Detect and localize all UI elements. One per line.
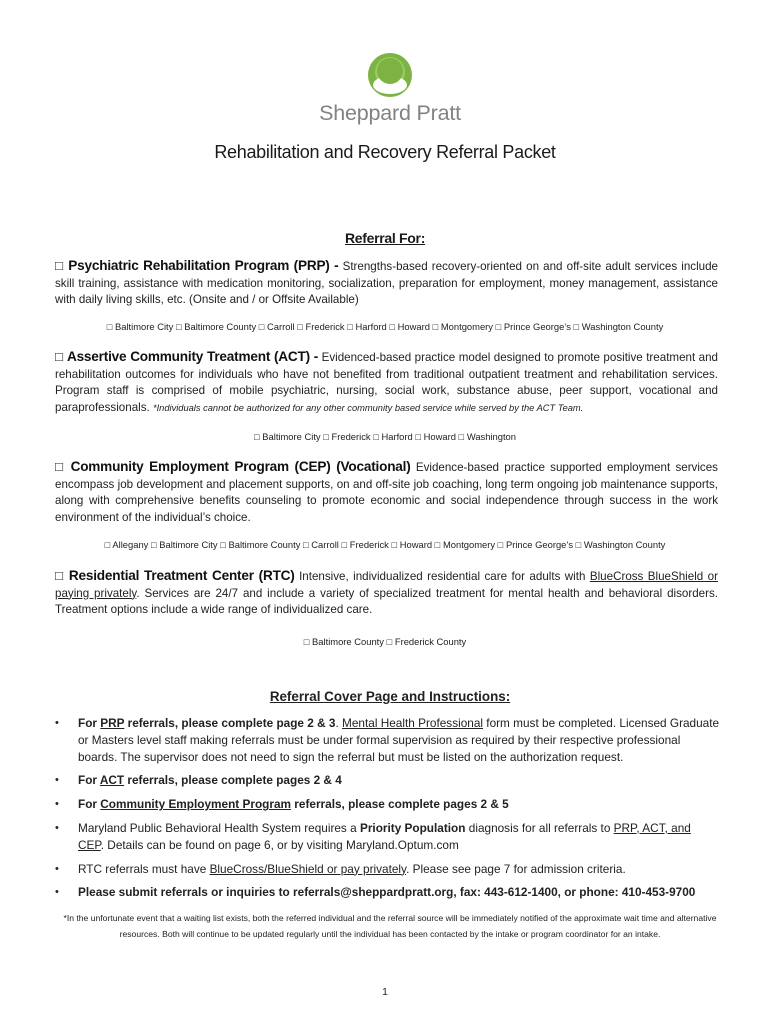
item-text: . Please see page 7 for admission criteria. — [406, 861, 626, 876]
location-list-cep — [0, 539, 770, 550]
program-act — [55, 349, 718, 416]
logo-wordmark: Sheppard Pratt — [319, 101, 461, 125]
contact-info: Please submit referrals or inquiries to referrals@sheppardpratt.org, fax: 443-612-1400, or phone: 410-453-9700 — [78, 885, 696, 900]
item-text: RTC referrals must have — [78, 861, 210, 876]
item-text: Maryland Public Behavioral Health System requires a — [78, 820, 360, 835]
program-note: *Individuals cannot be authorized for any other community based service while served by the ACT Team. — [152, 402, 584, 413]
item-text: . — [335, 716, 343, 730]
location-label: Baltimore County — [228, 539, 303, 550]
location-label: Howard — [399, 539, 435, 550]
footnote: *In the unfortunate event that a waiting list exists, both the referred individual and the referral source will be immediately notified of the approximate wait time and alternative resources. Both will continue to be updated regularly until the individual has been contacted by the intake or program coordinator for an intake. — [63, 913, 717, 939]
item-text-bold: Priority Population — [359, 820, 466, 835]
location-list-prp — [0, 321, 770, 332]
bullet-icon: • — [55, 886, 59, 899]
sheppard-pratt-logo — [319, 52, 461, 126]
location-label: Prince George’s — [503, 321, 574, 332]
checkbox-icon[interactable]: □ — [497, 539, 506, 550]
checkbox-icon[interactable]: □ — [150, 539, 160, 550]
location-list-act — [0, 431, 770, 442]
location-label: Frederick — [331, 431, 374, 442]
checkbox-icon[interactable]: □ — [341, 539, 350, 550]
checkbox-icon[interactable]: □ — [104, 539, 113, 550]
list-item — [55, 884, 720, 901]
bullet-icon: • — [55, 862, 59, 875]
item-text: diagnosis for all referrals to — [465, 820, 614, 835]
location-label: Baltimore City — [115, 321, 176, 332]
page-number: 1 — [382, 987, 388, 998]
checkbox-icon[interactable]: □ — [303, 636, 313, 647]
item-text: . Details can be found on page 6, or by visiting Maryland.Optum.com — [100, 837, 459, 852]
checkbox-icon[interactable]: □ — [258, 321, 268, 332]
checkbox-icon[interactable]: □ — [297, 321, 306, 332]
checkbox-icon[interactable]: □ — [55, 459, 66, 474]
location-label: Baltimore County — [184, 321, 259, 332]
program-prp — [55, 258, 718, 309]
checkbox-icon[interactable]: □ — [55, 568, 65, 583]
location-label: Carroll — [267, 321, 298, 332]
program-heading: Assertive Community Treatment (ACT) - — [66, 349, 319, 364]
location-label: Carroll — [311, 539, 342, 550]
item-text-underlined: PRP — [100, 716, 125, 730]
program-cep — [55, 459, 718, 526]
checkbox-icon[interactable]: □ — [391, 539, 400, 550]
checkbox-icon[interactable]: □ — [106, 321, 115, 332]
checkbox-icon[interactable]: □ — [434, 539, 443, 550]
logo-circle-icon — [367, 52, 413, 98]
checkbox-icon[interactable]: □ — [386, 636, 395, 647]
location-label: Frederick County — [394, 636, 467, 647]
program-description: Strengths-based recovery-oriented on and off-site adult services include skill training, assistance with medication monitoring, socialization, preparation for employment, money management, assistance with daily living skills, etc. (Onsite and / or Offsite Available) — [55, 260, 718, 307]
bullet-icon: • — [55, 798, 59, 811]
instructions-list — [55, 715, 720, 908]
location-label: Allegany — [112, 539, 151, 550]
checkbox-icon[interactable]: □ — [323, 431, 332, 442]
payment-link[interactable]: BlueCross BlueShield or paying privately — [55, 570, 718, 600]
program-description: Intensive, individualized residential care for adults with — [294, 570, 590, 583]
referral-for-heading: Referral For: — [344, 230, 426, 246]
checkbox-icon[interactable]: □ — [432, 321, 441, 332]
bullet-icon: • — [55, 821, 59, 834]
item-text: For — [78, 773, 100, 788]
location-label: Washington — [466, 431, 516, 442]
checkbox-icon[interactable]: □ — [415, 431, 424, 442]
list-item — [55, 796, 720, 813]
location-label: Frederick — [305, 321, 348, 332]
location-label: Howard — [423, 431, 459, 442]
checkbox-icon[interactable]: □ — [175, 321, 185, 332]
bullet-icon: • — [55, 717, 59, 729]
item-text: For — [78, 716, 101, 730]
item-text-underlined: Community Employment Program — [100, 797, 292, 812]
checkbox-icon[interactable]: □ — [495, 321, 504, 332]
item-text: referrals, please complete pages 2 & 5 — [291, 797, 509, 812]
checkbox-icon[interactable]: □ — [389, 321, 398, 332]
location-list-rtc — [0, 636, 770, 647]
checkbox-icon[interactable]: □ — [573, 321, 582, 332]
item-text: referrals, please complete pages 2 & 4 — [124, 773, 342, 788]
program-description: Evidenced-based practice model designed to promote positive treatment and rehabilitation outcomes for individuals who have not benefited from traditional outpatient treatment and rehabilitation services. Program staff is comprised of mobile psychiatric, nursing, social work, substance abuse, peer support, vocational and paraprofessionals. — [55, 351, 718, 414]
item-text: form must be completed. Licensed Graduate or Masters level staff making referrals must be under formal supervision as required by their respective professional boards. The supervisor does not need to sign the referral but must be listed on the authorization request. — [78, 716, 720, 764]
location-label: Frederick — [349, 539, 392, 550]
cover-page-heading: Referral Cover Page and Instructions: — [269, 689, 511, 704]
location-label: Baltimore City — [262, 431, 324, 442]
checkbox-icon[interactable]: □ — [347, 321, 356, 332]
program-description: Evidence-based practice supported employment services encompass job development and placement supports, on and off-site job coaching, long term ongoing job maintenance supports, along with comprehensive benefits counseling to promote economic and social independence through success in the work environment of the individual’s choice. — [55, 461, 718, 524]
program-rtc — [55, 568, 718, 619]
location-label: Montgomery — [440, 321, 496, 332]
checkbox-icon[interactable]: □ — [303, 539, 312, 550]
location-label: Washington County — [581, 321, 664, 332]
program-description-cont: . Services are 24/7 and include a variety of specialized treatment for mental health and behavioral disorders. Treatment options include a wide range of individualized care. — [55, 586, 718, 617]
mental-health-professional-link[interactable]: Mental Health Professional — [342, 716, 484, 730]
location-label: Prince George’s — [505, 539, 576, 550]
checkbox-icon[interactable]: □ — [575, 539, 584, 550]
checkbox-icon[interactable]: □ — [253, 431, 263, 442]
program-heading: Residential Treatment Center (RTC) — [68, 568, 295, 583]
program-heading: Psychiatric Rehabilitation Program (PRP) - — [68, 258, 339, 273]
list-item — [55, 861, 720, 878]
item-text: referrals, please complete page 2 & 3 — [124, 716, 336, 730]
location-label: Baltimore County — [312, 636, 387, 647]
location-label: Baltimore City — [159, 539, 221, 550]
bullet-icon: • — [55, 774, 59, 787]
item-text-underlined: BlueCross/BlueShield or pay privately — [209, 861, 407, 876]
checkbox-icon[interactable]: □ — [55, 258, 65, 273]
checkbox-icon[interactable]: □ — [220, 539, 229, 550]
checkbox-icon[interactable]: □ — [458, 431, 467, 442]
item-text-underlined: PRP, ACT, and CEP — [78, 820, 691, 852]
list-item — [55, 772, 720, 789]
location-label: Howard — [397, 321, 433, 332]
location-label: Harford — [355, 321, 390, 332]
program-heading: Community Employment Program (CEP) (Vocational) — [70, 459, 411, 474]
location-label: Montgomery — [442, 539, 498, 550]
list-item — [55, 715, 720, 765]
item-text: For — [78, 797, 101, 812]
checkbox-icon[interactable]: □ — [373, 431, 382, 442]
location-label: Harford — [381, 431, 416, 442]
item-text-underlined: ACT — [99, 773, 125, 788]
document-title: Rehabilitation and Recovery Referral Packet — [214, 142, 556, 162]
checkbox-icon[interactable]: □ — [55, 349, 64, 364]
location-label: Washington County — [583, 539, 666, 550]
list-item — [55, 820, 720, 854]
